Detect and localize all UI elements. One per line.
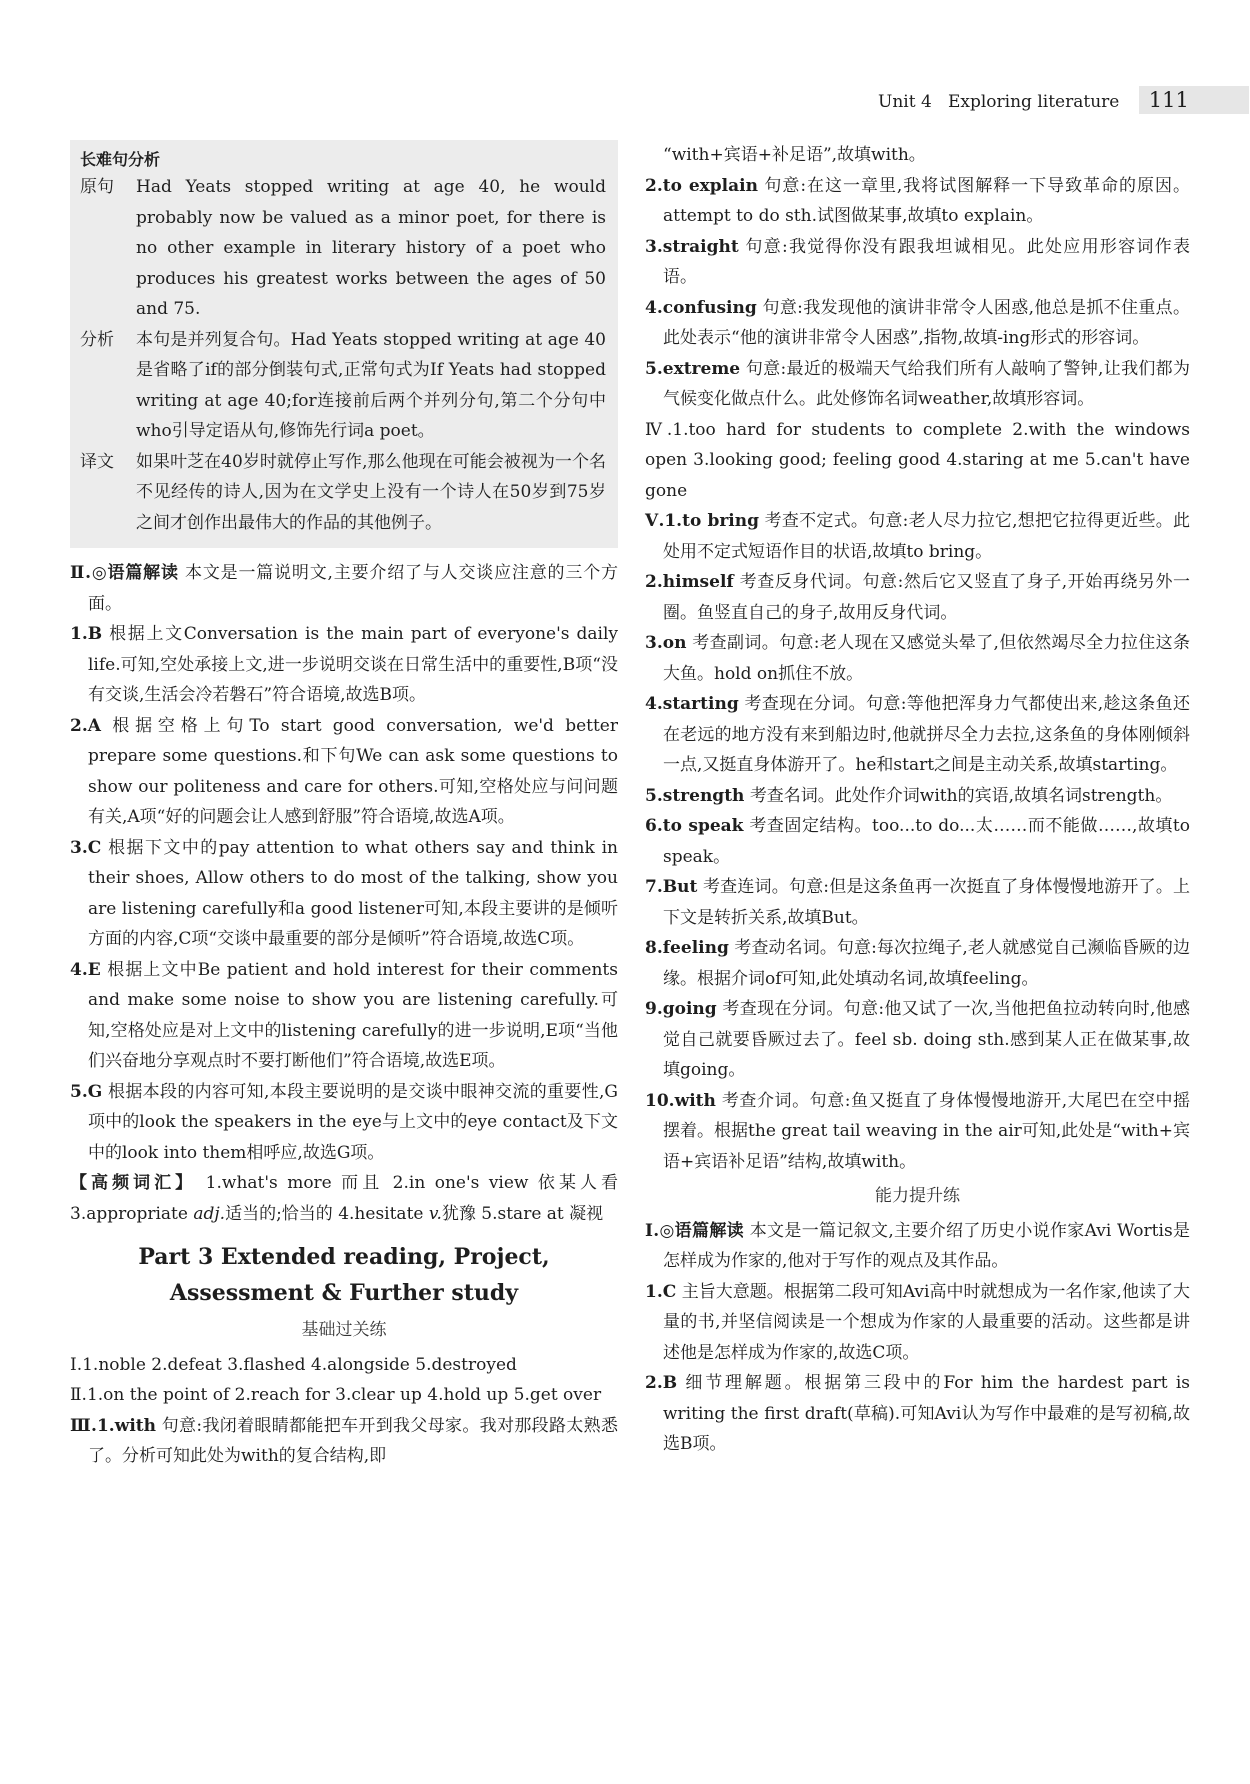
answer-text: 考查现在分词。句意:等他把浑身力气都使出来,趁这条鱼还在老远的地方没有来到船边时,他就拼尽全力去拉,这条鱼的身体刚倾斜一点,又挺直身体游开了。he和start之间是主动关系,故填starting。	[663, 694, 1190, 775]
answer-key: 7.But	[645, 877, 698, 897]
answer-text: 主旨大意题。根据第二段可知Avi高中时就想成为一名作家,他读了大量的书,并坚信阅读是一个想成为作家的人最重要的活动。这些都是讲述他是怎样成为作家的,故选C项。	[663, 1281, 1190, 1363]
answer-item	[70, 619, 618, 711]
answer-text: 句意:我觉得你没有跟我坦诚相见。此处应用形容词作表语。	[663, 236, 1191, 287]
answer-text: 考查名词。此处作介词with的宾语,故填名词strength。	[749, 785, 1173, 806]
answer-key: 3.C	[70, 837, 102, 858]
answer-line: Ⅱ.1.on the point of 2.reach for 3.clear up 4.hold up 5.get over	[70, 1385, 602, 1405]
answer-key: 10.with	[645, 1090, 716, 1111]
answer-text: 根据上文Conversation is the main part of everyone's daily life.可知,空处承接上文,进一步说明交谈在日常生活中的重要性,B项“没有交谈,生活会冷若磐石”符合语境,故选B项。	[88, 624, 619, 705]
vocab-text-3: 犹豫 5.stare at 凝视	[441, 1203, 604, 1224]
answer-line: Ⅰ.1.noble 2.defeat 3.flashed 4.alongside 5.destroyed	[70, 1354, 517, 1375]
section-subtitle: 基础过关练	[301, 1320, 387, 1340]
analysis-row	[80, 325, 606, 447]
answer-text: 考查现在分词。句意:他又试了一次,当他把鱼拉动转向时,他感觉自己就要昏厥过去了。feel sb. doing sth.感到某人正在做某事,故填going。	[663, 999, 1190, 1080]
page-number: 111	[1139, 86, 1249, 114]
answer-item	[645, 933, 1190, 994]
vocab-list	[70, 1168, 618, 1229]
answer-key: 2.to explain	[645, 175, 758, 196]
answer-key: 3.straight	[645, 236, 739, 257]
answer-text: 根据下文中的pay attention to what others say and think in their shoes, Allow others to do most of the talking, show you are listening carefully和a good listener可知,本段主要讲的是倾听方面的内容,C项“交谈中最重要的部分是倾听”符合语境,故选C项。	[88, 837, 619, 949]
answer-item	[645, 1368, 1190, 1460]
answer-key: 1.C	[645, 1281, 677, 1302]
answer-key: 5.G	[70, 1081, 103, 1102]
answer-key: 9.going	[645, 999, 717, 1019]
answer-item	[645, 232, 1190, 293]
sentence-analysis-box	[70, 140, 618, 548]
reading-text: 本文是一篇说明文,主要介绍了与人交谈应注意的三个方面。	[88, 563, 619, 614]
answer-key: 2.himself	[645, 572, 734, 592]
part-title-line-2: Assessment & Further study	[169, 1280, 519, 1306]
page-header	[878, 86, 1249, 114]
answer-text: 考查不定式。句意:老人尽力拉它,想把它拉得更近些。此处用不定式短语作目的状语,故填to bring。	[663, 511, 1190, 562]
answer-item	[645, 171, 1190, 232]
answer-key: 2.B	[645, 1373, 678, 1393]
answer-key: 4.E	[70, 959, 101, 980]
answer-item	[645, 1277, 1190, 1369]
answer-text: 根据本段的内容可知,本段主要说明的是交谈中眼神交流的重要性,G项中的look the speakers in the eye与上文中的eye contact及下文中的look into them相呼应,故选G项。	[88, 1081, 619, 1163]
box-title: 长难句分析	[80, 150, 161, 169]
right-column	[645, 140, 1190, 1460]
answer-text: 考查反身代词。句意:然后它又竖直了身子,开始再绕另外一圈。鱼竖直自己的身子,故用反身代词。	[663, 572, 1190, 623]
vocab-pos-v: v.	[428, 1203, 442, 1224]
answer-text: 细节理解题。根据第三段中的For him the hardest part is writing the first draft(草稿).可知Avi认为写作中最难的是写初稿,故选B项。	[663, 1373, 1190, 1454]
answer-text: 句意:最近的极端天气给我们所有人敲响了警钟,让我们都为气候变化做点什么。此处修饰名词weather,故填形容词。	[663, 358, 1190, 409]
answer-item	[645, 689, 1190, 781]
answer-item	[645, 781, 1190, 812]
answer-item	[70, 711, 618, 833]
answer-key: 2.A	[70, 715, 101, 736]
unit-label: Unit 4	[878, 92, 932, 112]
answer-key: 6.to speak	[645, 816, 744, 836]
left-column	[70, 140, 618, 1472]
answer-line: Ⅳ.1.too hard for students to complete 2.with the windows open 3.looking good; feeling good 4.staring at me 5.can't have gone	[645, 419, 1190, 501]
answer-item	[645, 506, 1190, 567]
row-text: Had Yeats stopped writing at age 40, he would probably now be valued as a minor poet, for there is no other example in literary history of a poet who produces his greatest works between the ages of 50 and 75.	[136, 177, 606, 319]
section-subtitle: 能力提升练	[875, 1186, 960, 1206]
analysis-row	[80, 172, 606, 325]
answer-item	[70, 955, 618, 1077]
part-title-line-1: Part 3 Extended reading, Project,	[138, 1244, 550, 1270]
answer-text: 句意:我闭着眼睛都能把车开到我父母家。我对那段路太熟悉了。分析可知此处为with的复合结构,即	[88, 1415, 618, 1466]
vocab-text-2: 适当的;恰当的 4.hesitate	[225, 1203, 424, 1224]
answer-key: 5.extreme	[645, 358, 741, 379]
reading-intro	[70, 558, 618, 619]
reading-intro	[645, 1216, 1190, 1277]
answer-item	[70, 1411, 618, 1472]
row-text: 如果叶芝在40岁时就停止写作,那么他现在可能会被视为一个名不见经传的诗人,因为在文学史上没有一个诗人在50岁到75岁之间才创作出最伟大的作品的其他例子。	[136, 451, 606, 533]
reading-text: 本文是一篇记叙文,主要介绍了历史小说作家Avi Wortis是怎样成为作家的,他对于写作的观点及其作品。	[663, 1220, 1190, 1271]
part-title	[70, 1239, 618, 1311]
row-label: 译文	[80, 451, 114, 472]
answer-item	[645, 354, 1190, 415]
answer-item	[645, 567, 1190, 628]
answer-key: 1.B	[70, 624, 103, 644]
answer-item	[645, 293, 1190, 354]
answer-item	[645, 628, 1190, 689]
answer-item	[645, 1086, 1190, 1178]
answer-text: 考查连词。句意:但是这条鱼再一次挺直了身体慢慢地游开了。上下文是转折关系,故填But。	[663, 877, 1191, 928]
answer-text: 根据上文中Be patient and hold interest for their comments and make some noise to show you are listening carefully.可知,空格处应是对上文中的listening carefully的进一步说明,E项“当他们兴奋地分享观点时不要打断他们”符合语境,故选E项。	[88, 959, 618, 1071]
answer-item	[645, 872, 1190, 933]
answer-text: 考查副词。句意:老人现在又感觉头晕了,但依然竭尽全力拉住这条大鱼。hold on抓住不放。	[663, 633, 1190, 684]
vocab-label: 【高频词汇】	[70, 1173, 197, 1193]
answer-item	[70, 833, 618, 955]
answer-key: 8.feeling	[645, 938, 729, 958]
answer-text: 考查固定结构。too...to do...太……而不能做……,故填to speak。	[663, 816, 1190, 867]
answer-item	[70, 1077, 618, 1169]
row-text: 本句是并列复合句。Had Yeats stopped writing at age 40是省略了if的部分倒装句式,正常句式为If Yeats had stopped writing at age 40;for连接前后两个并列分句,第二个分句中who引导定语从句,修饰先行词a poet。	[136, 329, 606, 441]
vocab-pos-adj: adj.	[193, 1203, 226, 1224]
answer-text: 句意:我发现他的演讲非常令人困惑,他总是抓不住重点。此处表示“他的演讲非常令人困惑”,指物,故填-ing形式的形容词。	[663, 297, 1190, 348]
answer-key: Ⅴ.1.to bring	[645, 511, 760, 531]
row-label: 分析	[80, 329, 114, 350]
answer-item	[645, 811, 1190, 872]
reading-head: Ⅱ.◎语篇解读	[70, 563, 179, 583]
answer-text: 考查动名词。句意:每次拉绳子,老人就感觉自己濒临昏厥的边缘。根据介词of可知,此处填动名词,故填feeling。	[663, 938, 1190, 989]
answer-key: Ⅲ.1.with	[70, 1415, 156, 1436]
answer-key: 5.strength	[645, 785, 745, 806]
answer-key: 3.on	[645, 633, 687, 653]
answer-key: 4.confusing	[645, 297, 757, 318]
analysis-row	[80, 447, 606, 539]
answer-text: 句意:在这一章里,我将试图解释一下导致革命的原因。attempt to do sth.试图做某事,故填to explain。	[663, 175, 1190, 226]
continued-text: “with+宾语+补足语”,故填with。	[663, 145, 926, 165]
vocab-text-1: 1.what's more 而且 2.in one's view 依某人看 3.appropriate	[70, 1173, 619, 1224]
answer-text: 根据空格上句To start good conversation, we'd better prepare some questions.和下句We can ask some questions to show our politeness and care for others.可知,空格处应与问问题有关,A项“好的问题会让人感到舒服”符合语境,故选A项。	[88, 715, 618, 827]
answer-key: 4.starting	[645, 694, 739, 714]
row-label: 原句	[80, 177, 114, 197]
answer-text: 考查介词。句意:鱼又挺直了身体慢慢地游开,大尾巴在空中摇摆着。根据the great tail weaving in the air可知,此处是“with+宾语+宾语补足语”结构,故填with。	[663, 1090, 1190, 1172]
unit-title: Exploring literature	[947, 92, 1120, 112]
reading-head: Ⅰ.◎语篇解读	[645, 1220, 744, 1241]
answer-item	[645, 994, 1190, 1086]
